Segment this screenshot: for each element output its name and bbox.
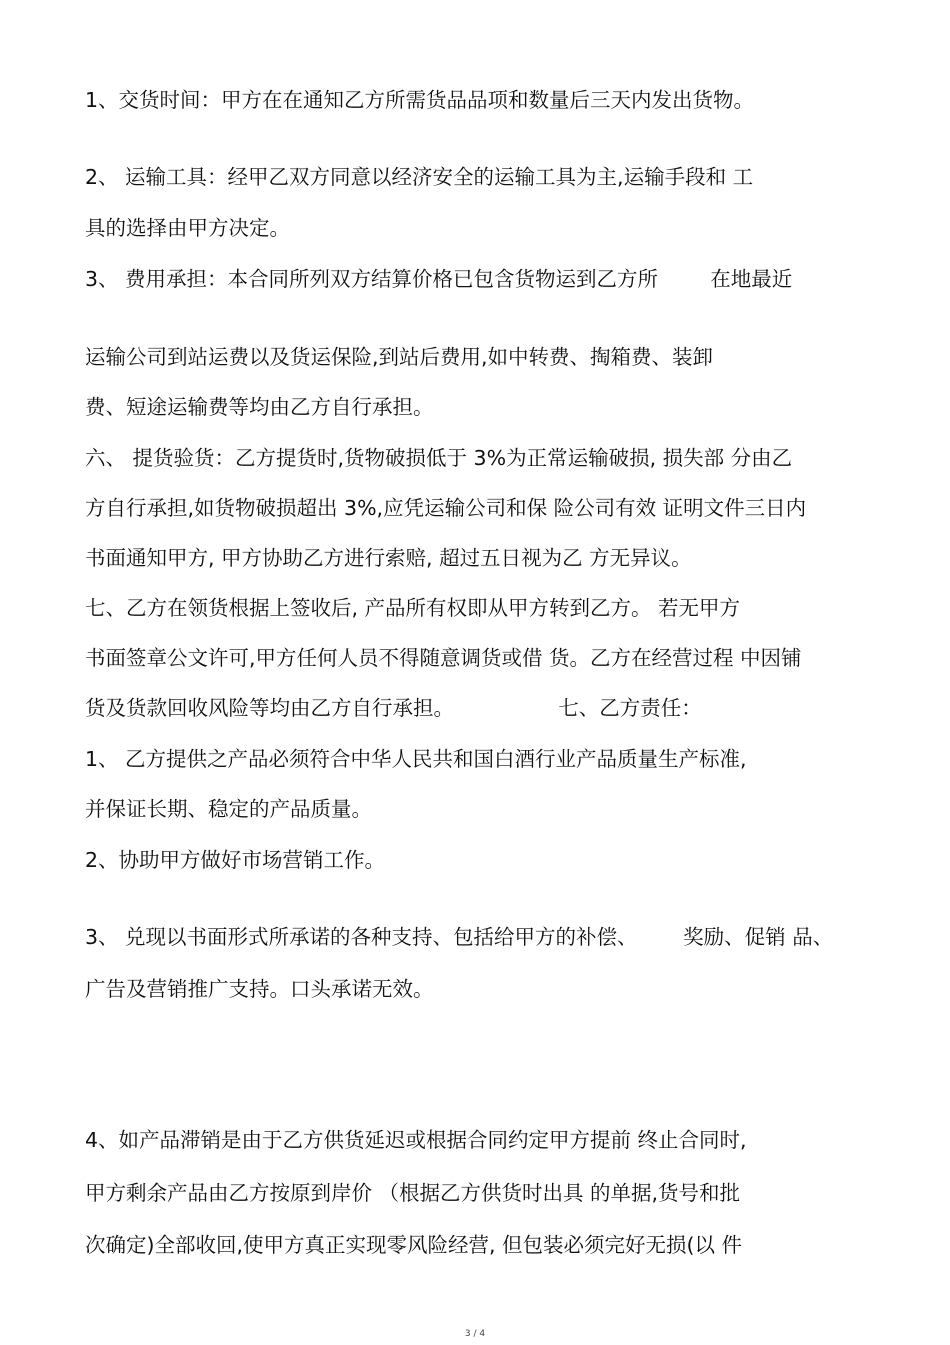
text-line: 具的选择由甲方决定。 — [85, 216, 290, 240]
page-number: 3 / 4 — [464, 1329, 486, 1339]
text-line: 方自行承担,如货物破损超出 3%,应凭运输公司和保 险公司有效 证明文件三日内 — [85, 496, 807, 520]
text-line: 1、 乙方提供之产品必须符合中华人民共和国白酒行业产品质量生产标准, — [85, 747, 747, 771]
text-line: 并保证长期、稳定的产品质量。 — [85, 797, 372, 821]
text-line: 2、协助甲方做好市场营销工作。 — [85, 848, 386, 872]
text-line: 书面签章公文许可,甲方任何人员不得随意调货或借 货。乙方在经营过程 中因铺 — [85, 646, 802, 670]
text-line: 4、如产品滞销是由于乙方供货延迟或根据合同约定甲方提前 终止合同时, — [85, 1128, 747, 1152]
text-line: 3、 费用承担：本合同所列双方结算价格已包含货物运到乙方所 在地最近 — [85, 267, 793, 291]
text-line: 六、 提货验货：乙方提货时,货物破损低于 3%为正常运输破损, 损失部 分由乙 — [85, 446, 793, 470]
text-line: 书面通知甲方, 甲方协助乙方进行索赔, 超过五日视为乙 方无异议。 — [85, 546, 692, 570]
text-line: 费、短途运输费等均由乙方自行承担。 — [85, 395, 434, 419]
text-line: 货及货款回收风险等均由乙方自行承担。 七、乙方责任： — [85, 696, 702, 720]
text-line: 3、 兑现以书面形式所承诺的各种支持、包括给甲方的补偿、 奖励、促销 品、 — [85, 925, 834, 949]
text-line: 广告及营销推广支持。口头承诺无效。 — [85, 977, 434, 1001]
text-line: 运输公司到站运费以及货运保险,到站后费用,如中转费、掏箱费、装卸 — [85, 345, 714, 369]
text-line: 甲方剩余产品由乙方按原到岸价 （根据乙方供货时出具 的单据,货号和批 — [85, 1181, 741, 1205]
text-line: 2、 运输工具：经甲乙双方同意以经济安全的运输工具为主,运输手段和 工 — [85, 165, 754, 189]
text-line: 七、乙方在领货根据上签收后, 产品所有权即从甲方转到乙方。 若无甲方 — [85, 596, 741, 620]
text-line: 1、交货时间：甲方在在通知乙方所需货品品项和数量后三天内发出货物。 — [85, 88, 755, 112]
text-line: 次确定)全部收回,使甲方真正实现零风险经营, 但包装必须完好无损(以 件 — [85, 1233, 743, 1257]
